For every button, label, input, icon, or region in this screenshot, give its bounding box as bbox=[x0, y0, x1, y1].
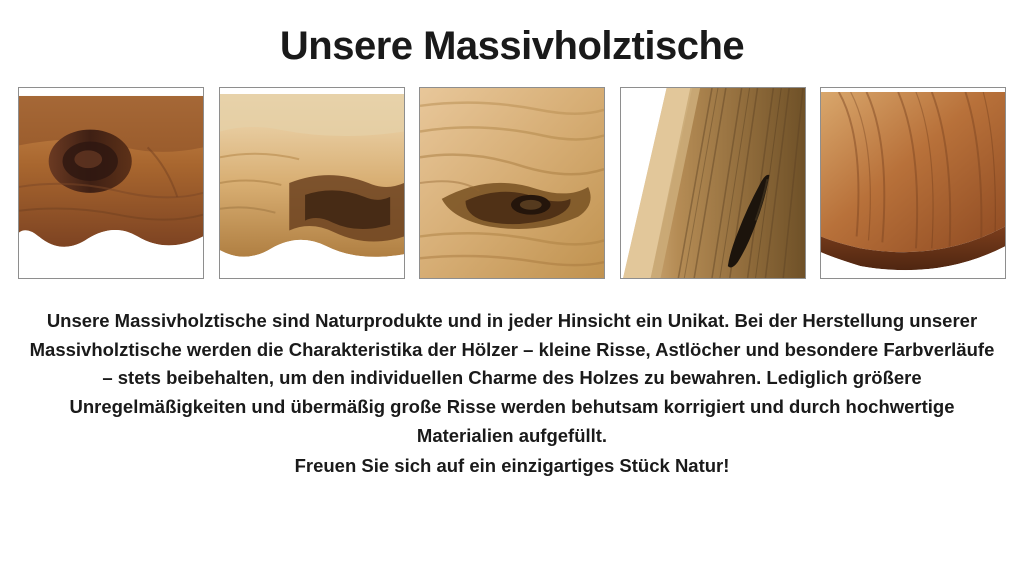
closing-line: Freuen Sie sich auf ein einzigartiges Stück Natur! bbox=[294, 455, 730, 477]
wood-tabletop-corner-red-brown-image bbox=[821, 88, 1005, 278]
wood-plank-with-filled-crack-image bbox=[621, 88, 805, 278]
gallery-photo-3 bbox=[419, 87, 605, 279]
body-paragraph: Unsere Massivholztische sind Naturprodukte und in jeder Hinsicht ein Unikat. Bei der Herstellung unserer Massivholztische werden die Charakteristika der Hölzer – kleine Risse, Astlöcher und besondere Farbverläufe – stets beibehalten, um den individuellen Charme des Holzes zu bewahren. Lediglich größere Unregelmäßigkeiten und übermäßig große Risse werden behutsam korrigiert und durch hochwertige Materialien aufgefüllt. bbox=[29, 310, 995, 446]
body-text bbox=[0, 279, 1024, 481]
page-title: Unsere Massivholztische bbox=[279, 24, 745, 68]
gallery-photo-4 bbox=[620, 87, 806, 279]
wood-grain-with-knot-center-image bbox=[420, 88, 604, 278]
gallery-photo-2 bbox=[219, 87, 405, 279]
gallery-photo-5 bbox=[820, 87, 1006, 279]
wood-slab-live-edge-light-image bbox=[220, 88, 404, 278]
gallery-photo-1 bbox=[18, 87, 204, 279]
photo-gallery bbox=[0, 69, 1024, 279]
wood-slab-edge-dark-knot-image bbox=[19, 88, 203, 278]
